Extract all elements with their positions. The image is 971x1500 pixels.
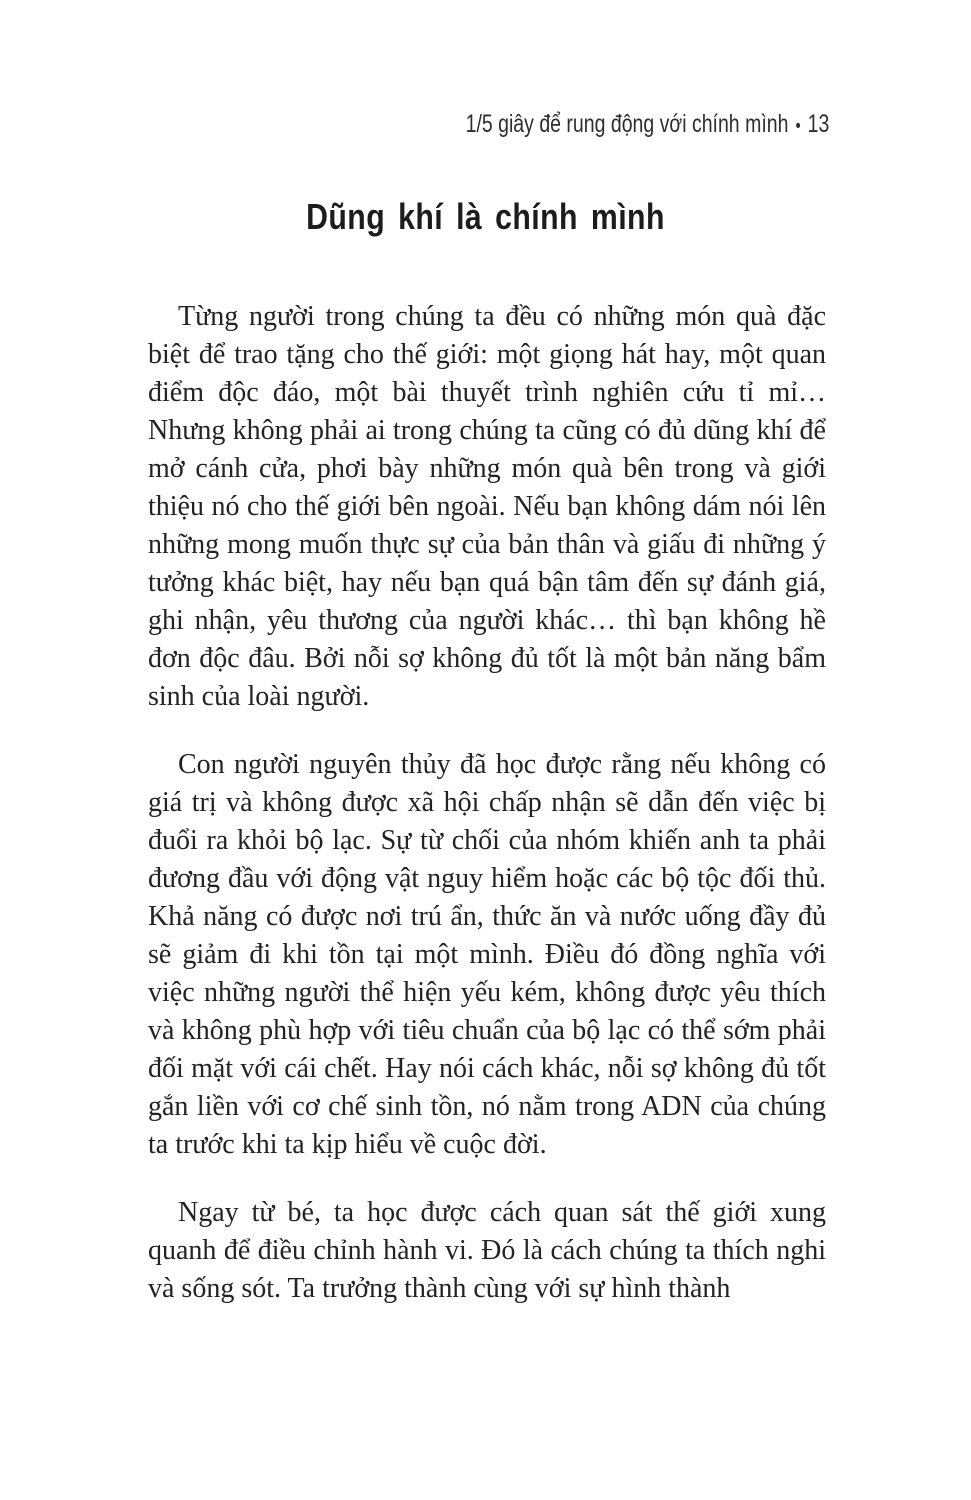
body-paragraph: Ngay từ bé, ta học được cách quan sát thế giới xung quanh để điều chỉnh hành vi. Đó là cách chúng ta thích nghi và sống sót. Ta trưởng thành cùng với sự hình thành: [148, 1197, 826, 1304]
body-text: [148, 298, 826, 1338]
page-header: [465, 110, 829, 139]
page-number: 13: [807, 110, 829, 138]
body-paragraph: Từng người trong chúng ta đều có những món quà đặc biệt để trao tặng cho thế giới: một giọng hát hay, một quan điểm độc đáo, một bài thuyết trình nghiên cứu tỉ mỉ… Nhưng không phải ai trong chúng ta cũng có đủ dũng khí để mở cánh cửa, phơi bày những món quà bên trong và giới thiệu nó cho thế giới bên ngoài. Nếu bạn không dám nói lên những mong muốn thực sự của bản thân và giấu đi những ý tưởng khác biệt, hay nếu bạn quá bận tâm đến sự đánh giá, ghi nhận, yêu thương của người khác… thì bạn không hề đơn độc đâu. Bởi nỗi sợ không đủ tốt là một bản năng bẩm sinh của loài người.: [148, 301, 826, 712]
body-paragraph: Con người nguyên thủy đã học được rằng nếu không có giá trị và không được xã hội chấp nhận sẽ dẫn đến việc bị đuổi ra khỏi bộ lạc. Sự từ chối của nhóm khiến anh ta phải đương đầu với động vật nguy hiểm hoặc các bộ tộc đối thủ. Khả năng có được nơi trú ẩn, thức ăn và nước uống đầy đủ sẽ giảm đi khi tồn tại một mình. Điều đó đồng nghĩa với việc những người thể hiện yếu kém, không được yêu thích và không phù hợp với tiêu chuẩn của bộ lạc có thể sớm phải đối mặt với cái chết. Hay nói cách khác, nỗi sợ không đủ tốt gắn liền với cơ chế sinh tồn, nó nằm trong ADN của chúng ta trước khi ta kịp hiểu về cuộc đời.: [148, 749, 826, 1160]
chapter-title: Dũng khí là chính mình: [306, 196, 665, 237]
running-title: 1/5 giây để rung động với chính mình: [465, 110, 789, 138]
separator-dot-icon: •: [795, 116, 801, 137]
